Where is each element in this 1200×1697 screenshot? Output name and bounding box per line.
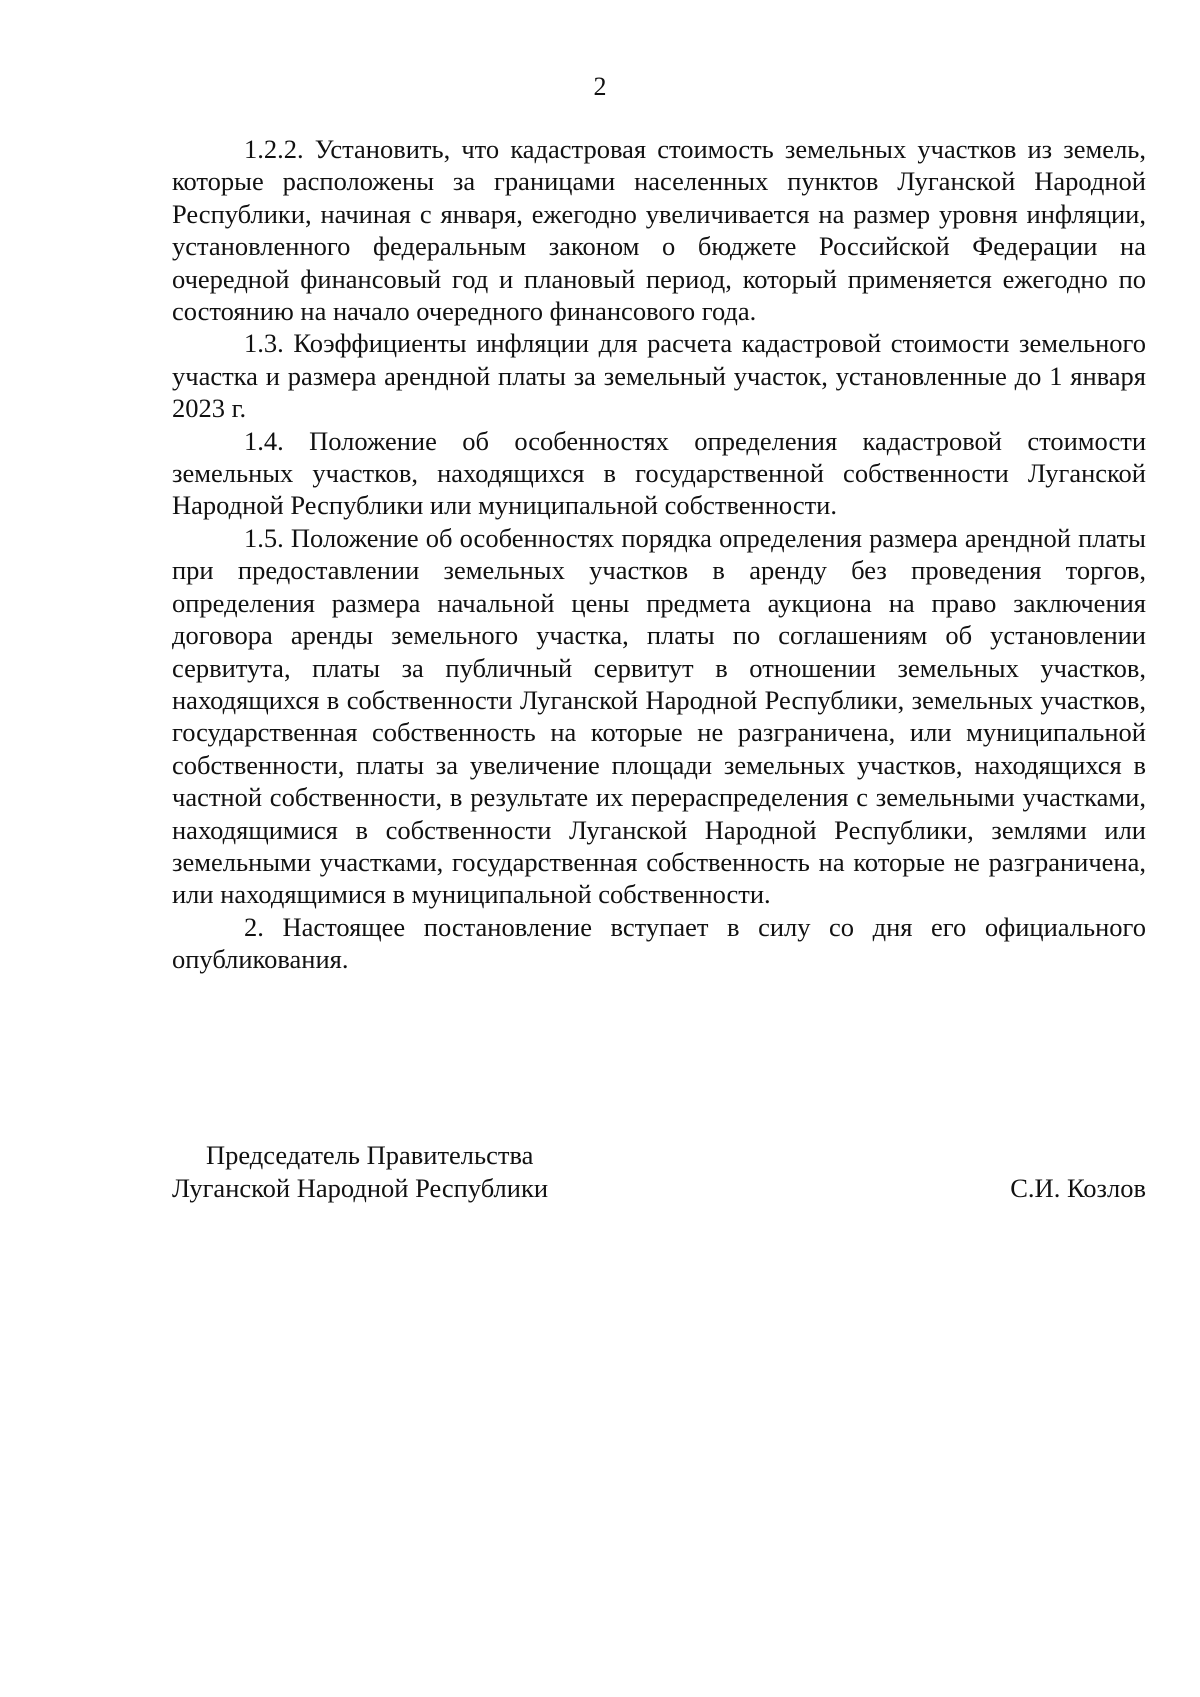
paragraph-1-3: 1.3. Коэффициенты инфляции для расчета кадастровой стоимости земельного участка и размера арендной платы за земельный участок, установленные до 1 января 2023 г. <box>172 328 1146 424</box>
signatory-title-line2: Луганской Народной Республики <box>172 1173 549 1203</box>
paragraph-1-4: 1.4. Положение об особенностях определения кадастровой стоимости земельных участков, находящихся в государственной собственности Луганской Народной Республики или муниципальной собственности. <box>172 425 1146 521</box>
page-number: 2 <box>593 72 607 101</box>
paragraph-1-5: 1.5. Положение об особенностях порядка определения размера арендной платы при предоставлении земельных участков в аренду без проведения торгов, определения размера начальной цены предмета аукциона на право заключения договора аренды земельного участка, платы по соглашениям об установлении сервитута, платы за публичный сервитут в отношении земельных участков, находящихся в собственности Луганской Народной Республики, земельных участков, государственная собственность на которые не разграничена, или муниципальной собственности, платы за увеличение площади земельных участков, находящихся в частной собственности, в результате их перераспределения с земельными участками, находящимися в собственности Луганской Народной Республики, землями или земельными участками, государственная собственность на которые не разграничена, или находящимися в муниципальной собственности. <box>172 522 1146 910</box>
signatory-title-line1: Председатель Правительства <box>206 1140 534 1170</box>
signature-block <box>172 1139 1146 1205</box>
paragraph-1-2-2: 1.2.2. Установить, что кадастровая стоимость земельных участков из земель, которые расположены за границами населенных пунктов Луганской Народной Республики, начиная с января, ежегодно увеличивается на размер уровня инфляции, установленного федеральным законом о бюджете Российской Федерации на очередной финансовый год и плановый период, который применяется ежегодно по состоянию на начало очередного финансового года. <box>172 134 1146 327</box>
paragraph-2: 2. Настоящее постановление вступает в силу со дня его официального опубликования. <box>172 911 1146 975</box>
signatory-name: С.И. Козлов <box>1010 1173 1146 1203</box>
signature-row <box>172 1172 1146 1205</box>
document-body <box>172 133 1146 976</box>
